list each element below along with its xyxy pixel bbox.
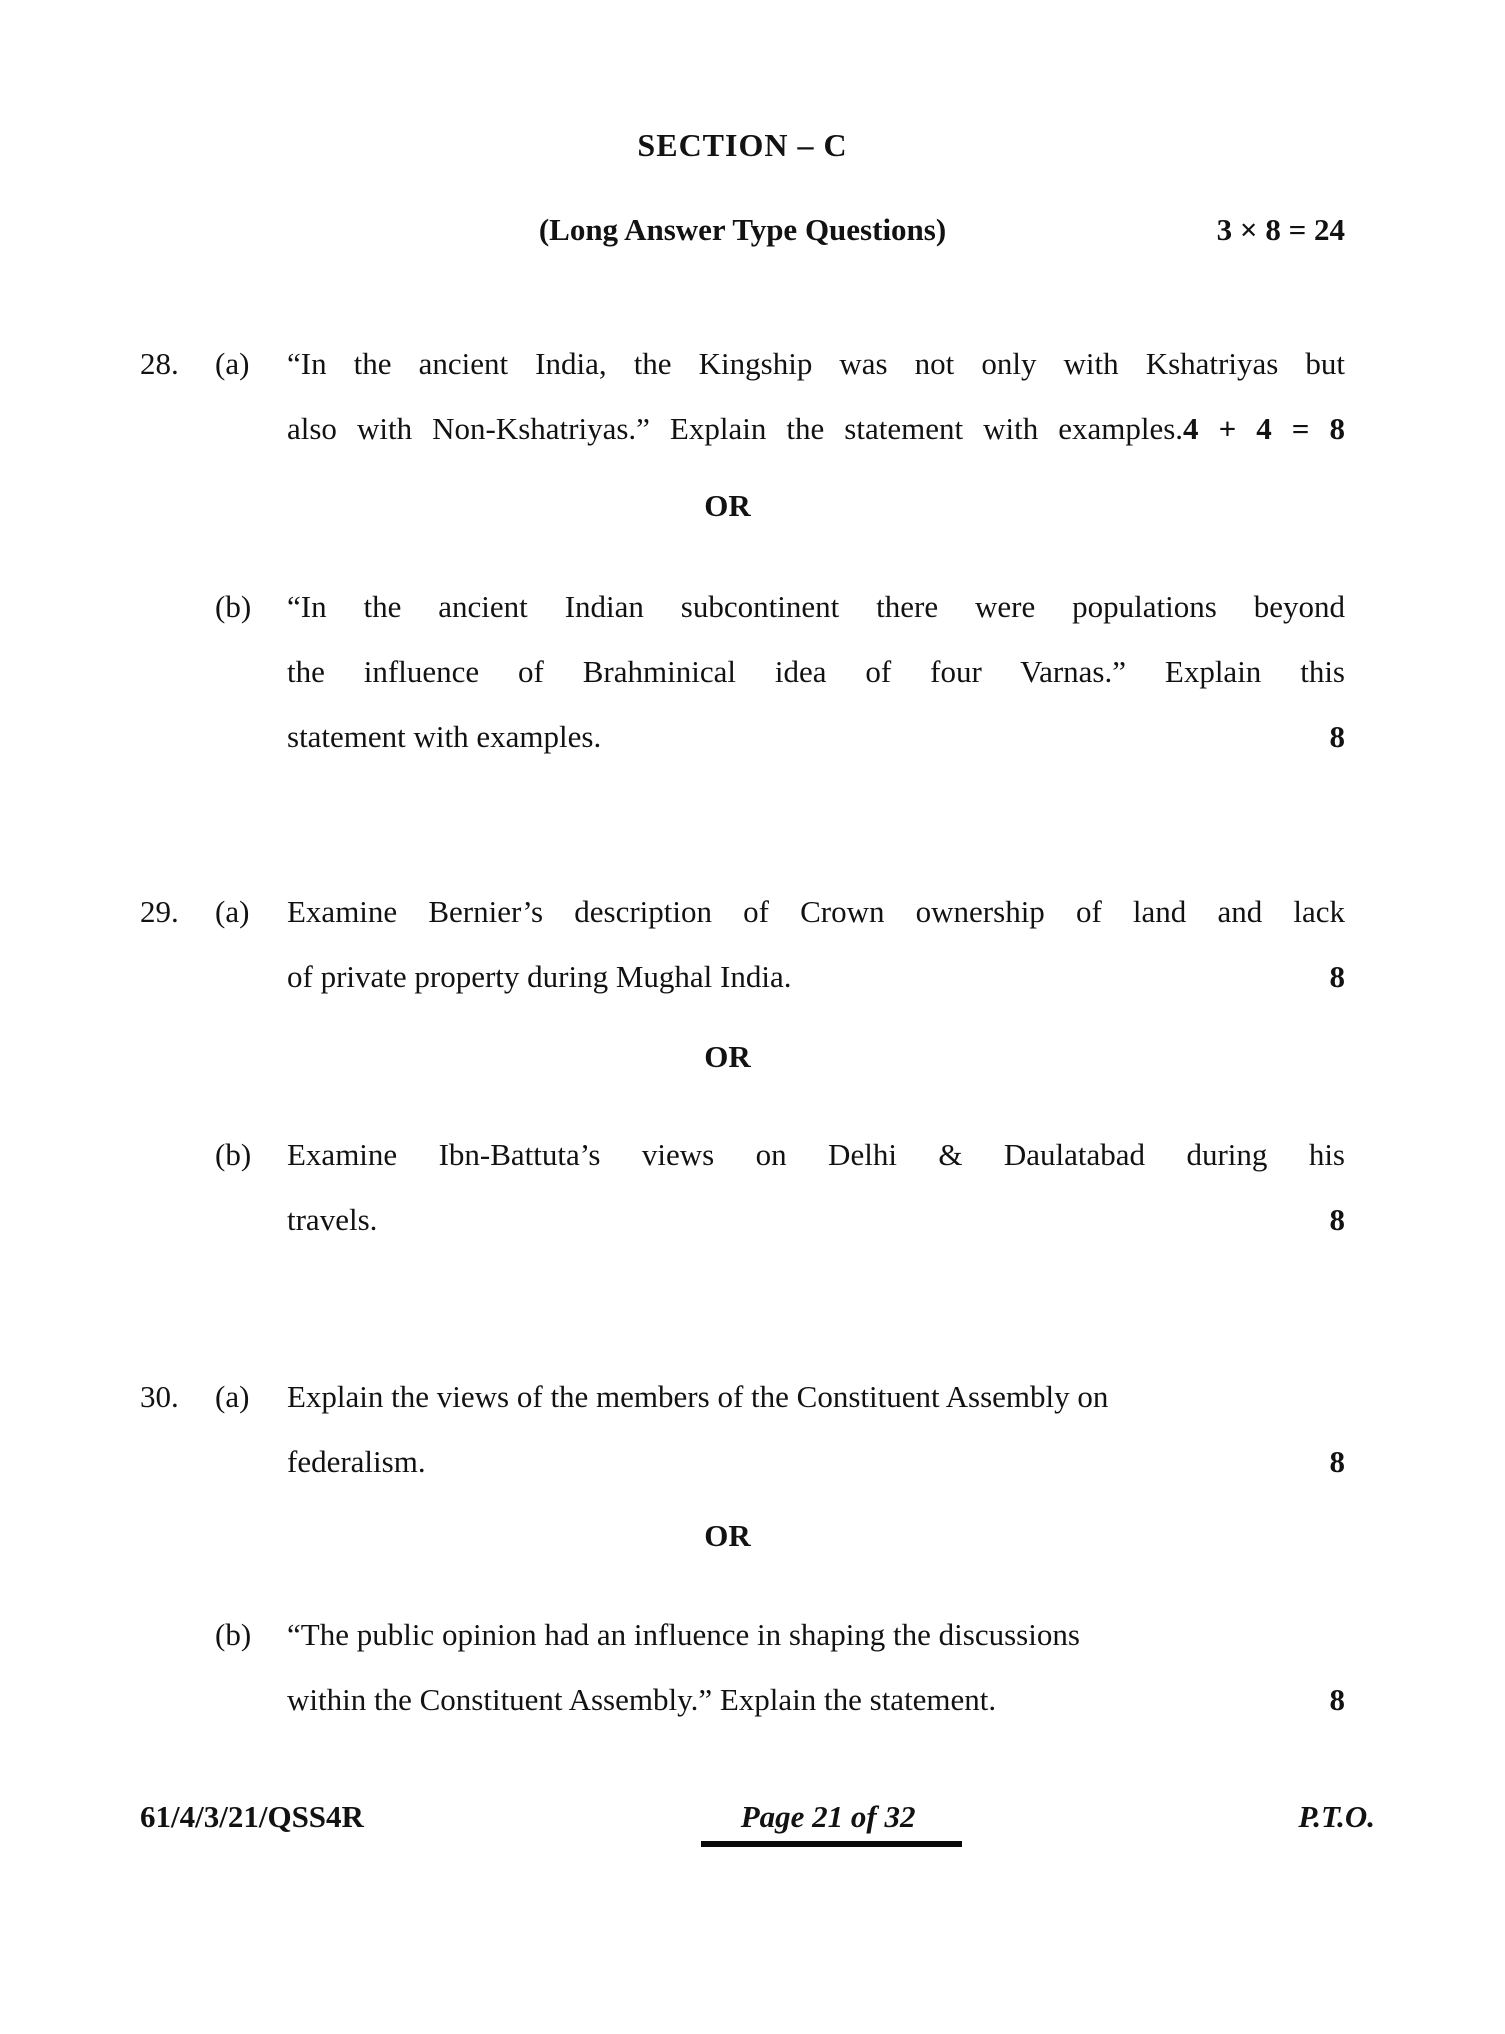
question-line-text: statement with examples.	[287, 719, 602, 754]
section-title: SECTION – C	[637, 127, 848, 163]
question-number: 30.	[140, 1379, 179, 1414]
question-text	[287, 1364, 1345, 1494]
or-separator: OR	[704, 1518, 751, 1553]
question-line: “In the ancient Indian subcontinent there were populations beyond	[287, 589, 1345, 624]
marks-value: 8	[1329, 959, 1345, 994]
part-label: (a)	[215, 894, 250, 929]
question-number: 29.	[140, 894, 179, 929]
question-line: “In the ancient India, the Kingship was not only with Kshatriyas but	[287, 346, 1345, 381]
question-text	[287, 1602, 1345, 1732]
subtitle-row	[140, 210, 1345, 250]
question-text	[287, 879, 1345, 1009]
part-label: (a)	[215, 346, 250, 381]
question-line	[287, 704, 1345, 769]
question-line-text: within the Constituent Assembly.” Explain the statement.	[287, 1682, 997, 1717]
page-footer	[140, 1798, 1375, 1847]
question-line-text: travels.	[287, 1202, 378, 1237]
part-label: (a)	[215, 1379, 250, 1414]
or-separator: OR	[704, 1039, 751, 1074]
question-line	[287, 396, 1345, 461]
question-line: Examine Ibn-Battuta’s views on Delhi & Daulatabad during his	[287, 1137, 1345, 1172]
question-line	[287, 1429, 1345, 1494]
question-30b	[140, 1602, 1345, 1732]
section-subtitle: (Long Answer Type Questions)	[538, 212, 947, 247]
question-line-text: of private property during Mughal India.	[287, 959, 792, 994]
question-29a	[140, 879, 1345, 1009]
question-29b	[140, 1122, 1345, 1252]
question-line: the influence of Brahminical idea of four Varnas.” Explain this	[287, 654, 1345, 689]
question-line	[287, 1187, 1345, 1252]
question-line	[287, 1667, 1345, 1732]
question-30a	[140, 1364, 1345, 1494]
marks-value: 8	[1329, 1444, 1345, 1479]
question-line	[287, 944, 1345, 1009]
marks-value: 4 + 4 = 8	[1183, 411, 1345, 446]
marks-value: 8	[1329, 1202, 1345, 1237]
question-text	[287, 1122, 1345, 1252]
paper-code: 61/4/3/21/QSS4R	[140, 1799, 364, 1834]
question-line: Examine Bernier’s description of Crown ownership of land and lack	[287, 894, 1345, 929]
marks-value: 8	[1329, 1682, 1345, 1717]
part-label: (b)	[215, 1617, 252, 1652]
question-text	[287, 331, 1345, 461]
total-marks: 3 × 8 = 24	[1216, 212, 1345, 247]
page-indicator: Page 21 of 32	[701, 1798, 962, 1847]
question-28b	[140, 574, 1345, 769]
marks-value: 8	[1329, 719, 1345, 754]
question-line-text: federalism.	[287, 1444, 426, 1479]
question-28a	[140, 331, 1345, 461]
question-number: 28.	[140, 346, 179, 381]
question-line-text: also with Non-Kshatriyas.” Explain the statement with examples.	[287, 411, 1184, 446]
question-line: Explain the views of the members of the Constituent Assembly on	[287, 1379, 1109, 1414]
part-label: (b)	[215, 589, 252, 624]
or-separator: OR	[704, 488, 751, 523]
part-label: (b)	[215, 1137, 252, 1172]
pto-label: P.T.O.	[1298, 1799, 1375, 1834]
question-line: “The public opinion had an influence in shaping the discussions	[287, 1617, 1080, 1652]
question-text	[287, 574, 1345, 769]
